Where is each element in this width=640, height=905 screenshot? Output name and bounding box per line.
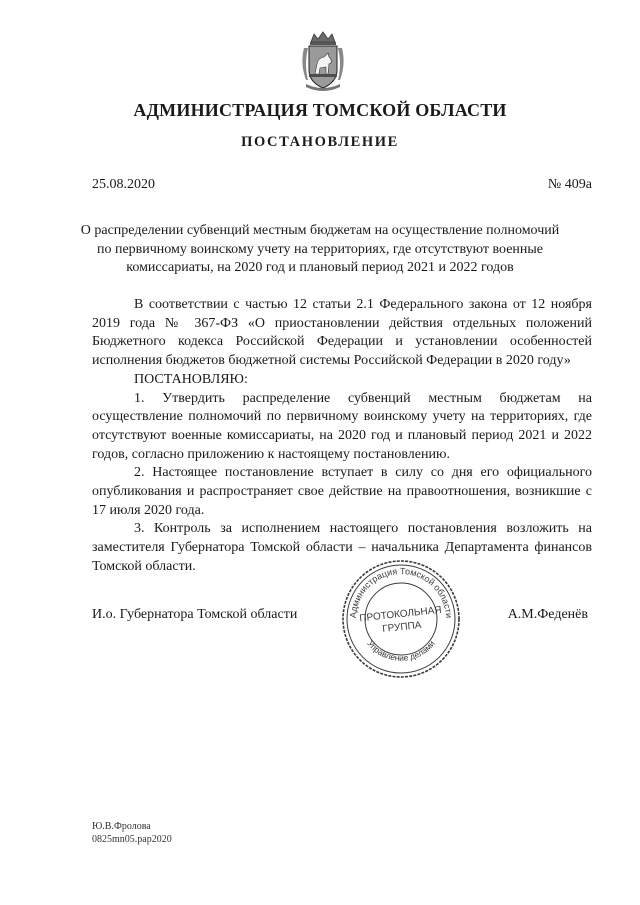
item-1-paragraph: 1. Утвердить распределение субвенций местным бюджетам на осуществление полномочий по первичному воинскому учету на территориях, где отсутствуют военные комиссариаты, на 2020 год и плановый период 2021 и 2022 годов, согласно приложению к настоящему постановлению.: [92, 390, 592, 462]
document-footer: [92, 820, 172, 846]
item-3-paragraph: 3. Контроль за исполнением настоящего постановления возложить на заместителя Губернатора Томской области – начальника Департамента финансов Томской области.: [92, 521, 592, 574]
document-number: № 409а: [547, 177, 592, 192]
stamp-center-line-2: ГРУППА: [381, 619, 422, 635]
executor-name: Ю.В.Фролова: [92, 821, 151, 832]
preamble-paragraph: В соответствии с частью 12 статьи 2.1 Федерального закона от 12 ноября 2019 года № 367-ФЗ «О приостановлении действия отдельных положений Бюджетного кодекса Российской Федерации и установлении особенностей исполнения бюджетов бюджетной системы Российской Федерации в 2020 году»: [92, 297, 592, 369]
organization-title: АДМИНИСТРАЦИЯ ТОМСКОЙ ОБЛАСТИ: [133, 100, 507, 120]
item-2-paragraph: 2. Настоящее постановление вступает в силу со дня его официального опубликования и распространяет свое действие на правоотношения, возникшие с 17 июля 2020 года.: [92, 465, 592, 518]
stamp-center-line-1: ПРОТОКОЛЬНАЯ: [358, 604, 443, 625]
stamp-bottom-text: Управление делами: [365, 638, 437, 663]
subject-line: по первичному воинскому учету на территориях, где отсутствуют военные: [96, 241, 544, 257]
document-subject: [0, 222, 640, 278]
signatory-position: И.о. Губернатора Томской области: [92, 607, 298, 622]
signatory-name: А.М.Феденёв: [507, 607, 588, 622]
coat-of-arms-icon: [298, 30, 348, 92]
document-type: ПОСТАНОВЛЕНИЕ: [241, 134, 399, 150]
stamp-outer-text: Администрация Томской области: [347, 565, 455, 619]
document-date: 25.08.2020: [92, 177, 155, 192]
official-stamp: [340, 558, 462, 680]
subject-line: О распределении субвенций местным бюджетам на осуществление полномочий: [80, 223, 560, 238]
subject-line: комиссариаты, на 2020 год и плановый период 2021 и 2022 годов: [126, 260, 514, 275]
decree-word: ПОСТАНОВЛЯЮ:: [134, 371, 248, 387]
document-body: [92, 296, 592, 577]
file-reference: 0825mn05.pap2020: [92, 834, 172, 845]
